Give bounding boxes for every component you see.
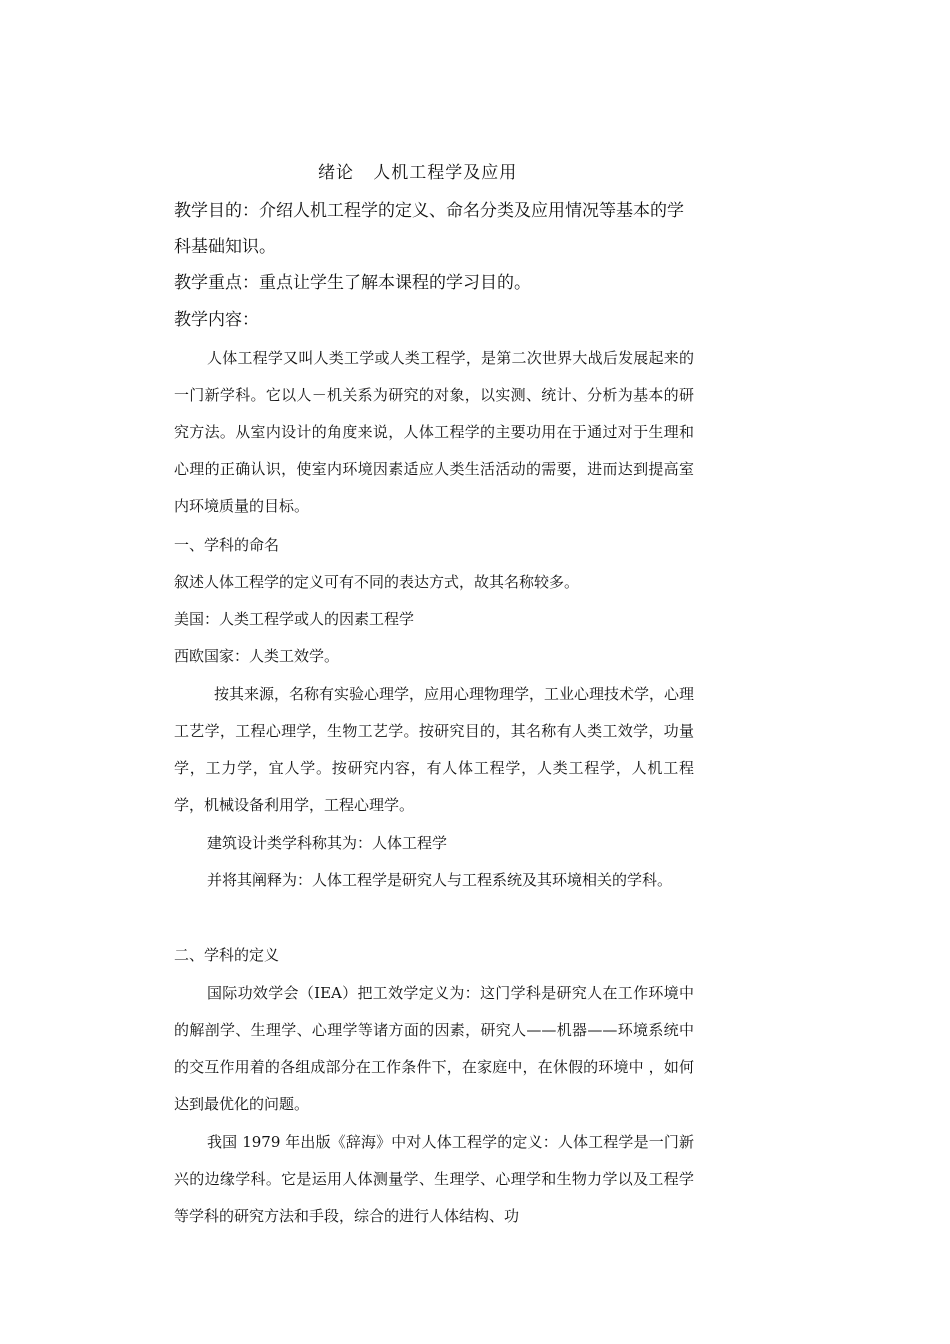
section2-iea-definition: 国际功效学会（IEA）把工效学定义为：这门学科是研究人在工作环境中的解剖学、生理学、心理学等诸方面的因素，研究人——机器——环境系统中的交互作用着的各组成部分在工作条件下，在家庭中，在休假的环境中 ，如何达到最优化的问题。: [174, 984, 694, 1113]
section1-line2: 美国：人类工程学或人的因素工程学: [174, 610, 415, 628]
section1-heading: 一、学科的命名: [174, 536, 280, 554]
section1-explanation: 并将其阐释为：人体工程学是研究人与工程系统及其环境相关的学科。: [207, 871, 673, 889]
section2-heading: 二、学科的定义: [174, 946, 280, 964]
intro-paragraph: 人体工程学又叫人类工学或人类工程学，是第二次世界大战后发展起来的一门新学科。它以人－机关系为研究的对象，以实测、统计、分析为基本的研究方法。从室内设计的角度来说，人体工程学的主要功用在于通过对于生理和心理的正确认识，使室内环境因素适应人类生活活动的需要，进而达到提高室内环境质量的目标。: [174, 349, 694, 515]
teaching-objective: 教学目的：介绍人机工程学的定义、命名分类及应用情况等基本的学科基础知识。: [174, 201, 684, 257]
teaching-content-label: 教学内容：: [174, 310, 259, 330]
section1-paragraph: 按其来源，名称有实验心理学，应用心理物理学，工业心理技术学，心理工艺学，工程心理学，生物工艺学。按研究目的，其名称有人类工效学，功量学，工力学，宜人学。按研究内容，有人体工程学，人类工程学，人机工程学，机械设备利用学，工程心理学。: [174, 685, 695, 814]
document-title: 绪论 人机工程学及应用: [318, 163, 518, 183]
section2-cihai-definition: 我国 1979 年出版《辞海》中对人体工程学的定义：人体工程学是一门新兴的边缘学科。它是运用人体测量学、生理学、心理学和生物力学以及工程学等学科的研究方法和手段，综合的进行人体结构、功: [174, 1133, 694, 1225]
teaching-focus: 教学重点：重点让学生了解本课程的学习目的。: [174, 273, 531, 293]
section1-architecture: 建筑设计类学科称其为：人体工程学: [207, 834, 448, 852]
section1-line1: 叙述人体工程学的定义可有不同的表达方式，故其名称较多。: [174, 573, 580, 591]
section1-line3: 西欧国家：人类工效学。: [174, 647, 340, 665]
